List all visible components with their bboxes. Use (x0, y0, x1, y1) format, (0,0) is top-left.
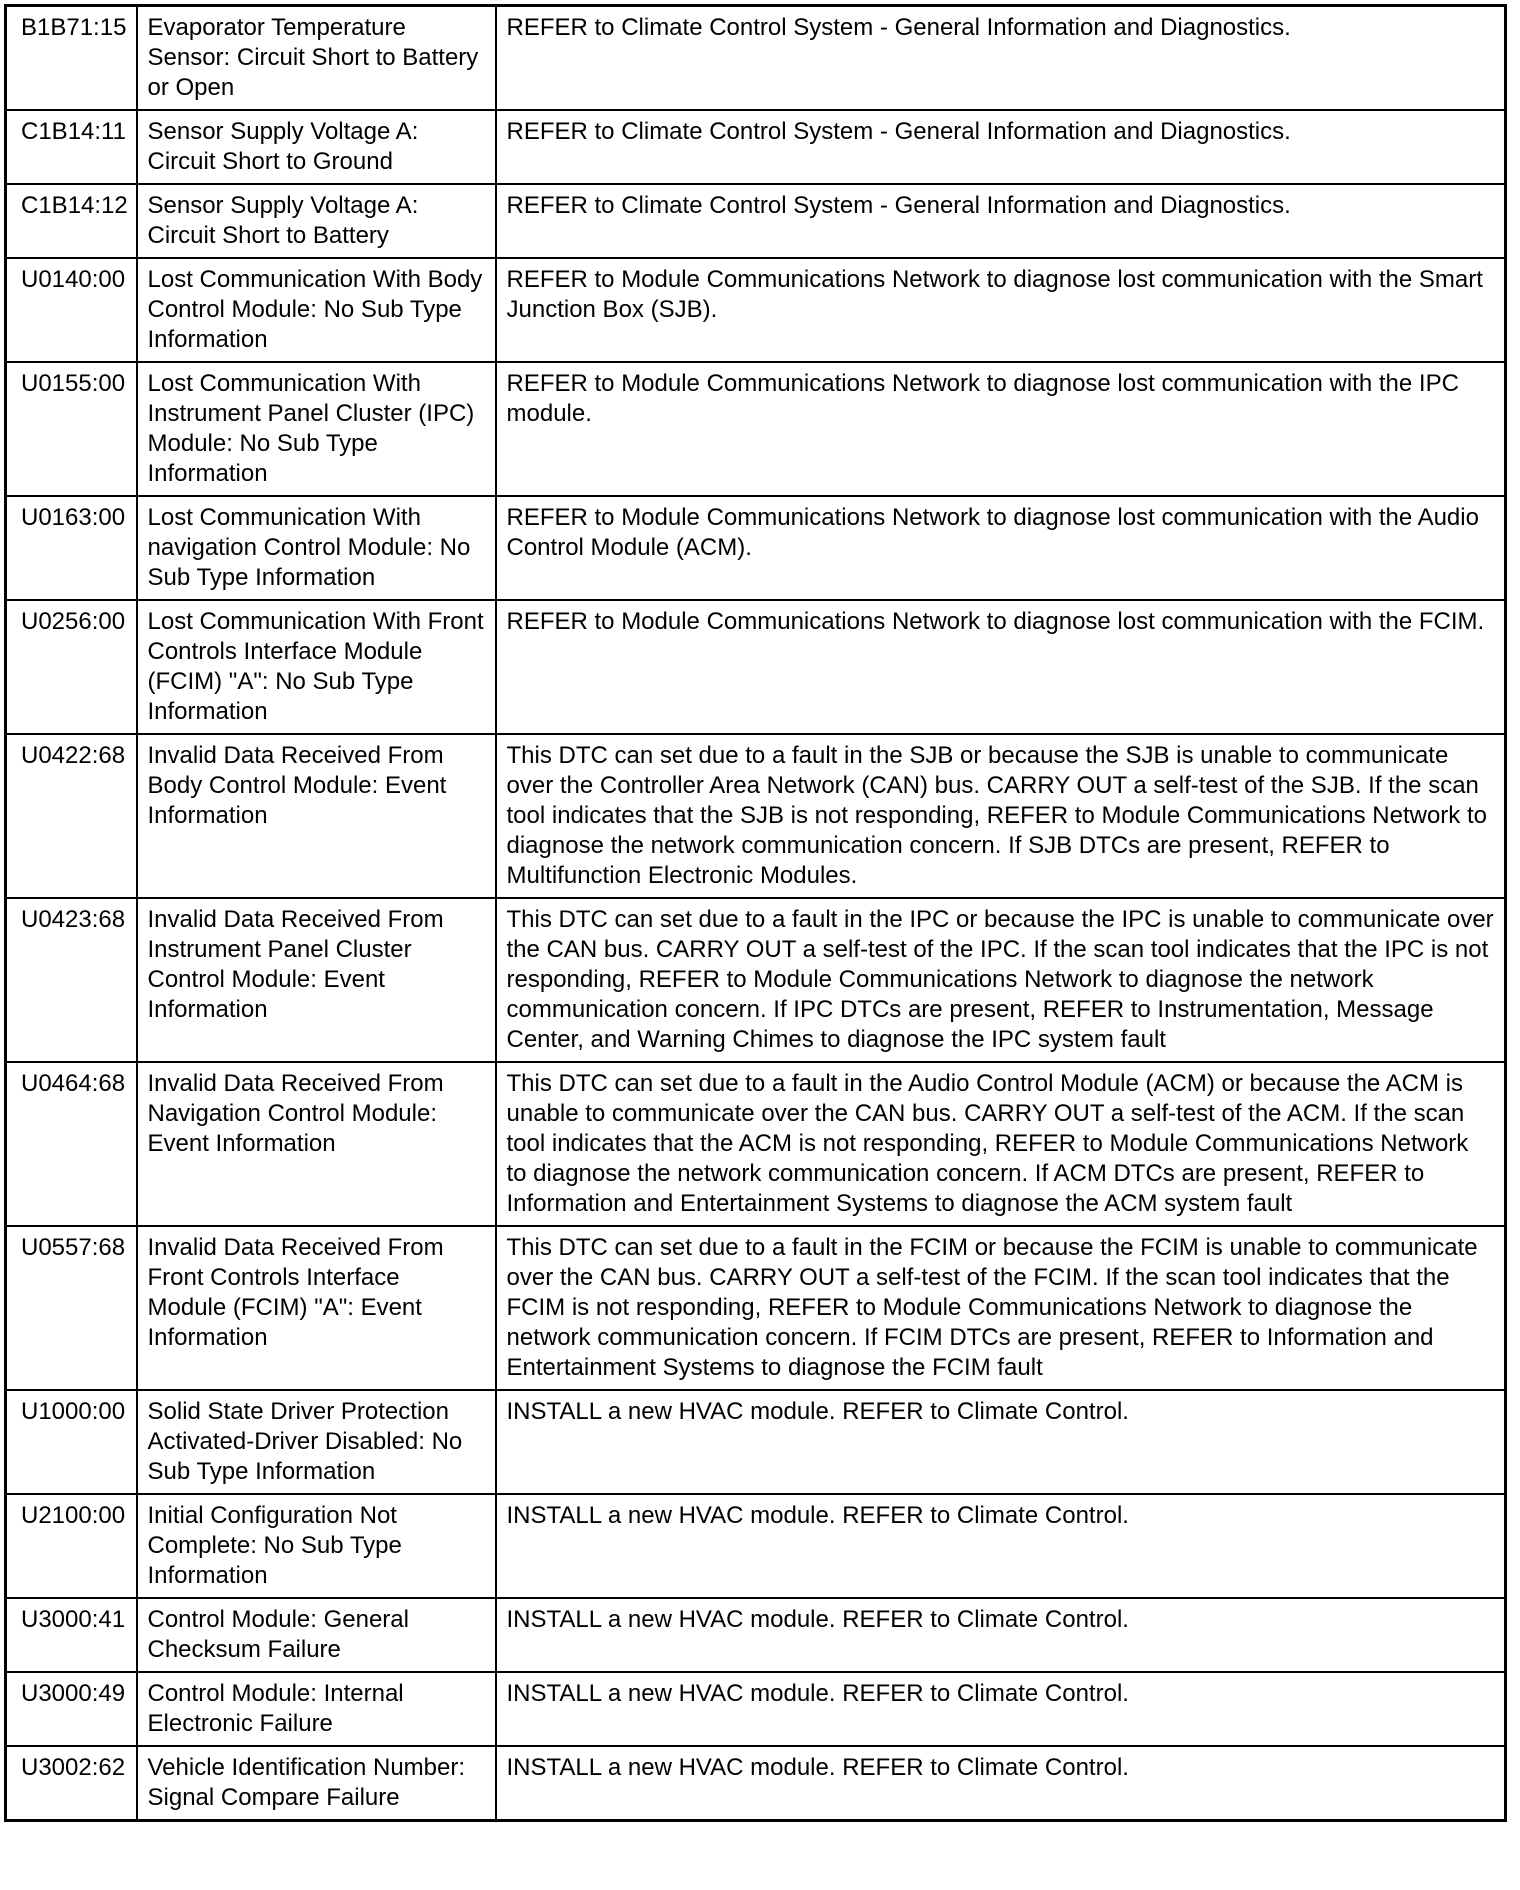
table-row (6, 1226, 1506, 1390)
dtc-code: U0140:00 (6, 258, 137, 362)
dtc-code: U3000:49 (6, 1672, 137, 1746)
dtc-action: REFER to Climate Control System - General Information and Diagnostics. (496, 110, 1506, 184)
dtc-action: This DTC can set due to a fault in the IPC or because the IPC is unable to communicate over the CAN bus. CARRY OUT a self-test of the IPC. If the scan tool indicates that the IPC is not responding, REFER to Module Communications Network to diagnose the network communication concern. If IPC DTCs are present, REFER to Instrumentation, Message Center, and Warning Chimes to diagnose the IPC system fault (496, 898, 1506, 1062)
table-row (6, 1494, 1506, 1598)
dtc-description: Invalid Data Received From Navigation Control Module: Event Information (137, 1062, 496, 1226)
table-row (6, 496, 1506, 600)
table-row (6, 1672, 1506, 1746)
dtc-code: B1B71:15 (6, 6, 137, 111)
dtc-code: U3002:62 (6, 1746, 137, 1821)
dtc-table (4, 4, 1507, 1822)
dtc-action: REFER to Module Communications Network to diagnose lost communication with the IPC module. (496, 362, 1506, 496)
dtc-action: INSTALL a new HVAC module. REFER to Climate Control. (496, 1598, 1506, 1672)
dtc-description: Lost Communication With Body Control Module: No Sub Type Information (137, 258, 496, 362)
dtc-action: This DTC can set due to a fault in the SJB or because the SJB is unable to communicate over the Controller Area Network (CAN) bus. CARRY OUT a self-test of the SJB. If the scan tool indicates that the SJB is not responding, REFER to Module Communications Network to diagnose the network communication concern. If SJB DTCs are present, REFER to Multifunction Electronic Modules. (496, 734, 1506, 898)
dtc-description: Sensor Supply Voltage A: Circuit Short to Ground (137, 110, 496, 184)
dtc-action: REFER to Climate Control System - General Information and Diagnostics. (496, 6, 1506, 111)
dtc-code: U0423:68 (6, 898, 137, 1062)
dtc-code: U0155:00 (6, 362, 137, 496)
dtc-action: This DTC can set due to a fault in the Audio Control Module (ACM) or because the ACM is unable to communicate over the CAN bus. CARRY OUT a self-test of the ACM. If the scan tool indicates that the ACM is not responding, REFER to Module Communications Network to diagnose the network communication concern. If ACM DTCs are present, REFER to Information and Entertainment Systems to diagnose the ACM system fault (496, 1062, 1506, 1226)
dtc-description: Sensor Supply Voltage A: Circuit Short to Battery (137, 184, 496, 258)
table-row (6, 1062, 1506, 1226)
table-row (6, 734, 1506, 898)
dtc-description: Lost Communication With Instrument Panel Cluster (IPC) Module: No Sub Type Information (137, 362, 496, 496)
dtc-description: Invalid Data Received From Front Controls Interface Module (FCIM) "A": Event Information (137, 1226, 496, 1390)
dtc-code: U1000:00 (6, 1390, 137, 1494)
table-row (6, 362, 1506, 496)
dtc-action: REFER to Module Communications Network to diagnose lost communication with the Smart Junction Box (SJB). (496, 258, 1506, 362)
dtc-description: Invalid Data Received From Body Control Module: Event Information (137, 734, 496, 898)
dtc-code: U0256:00 (6, 600, 137, 734)
table-row (6, 258, 1506, 362)
dtc-code: U2100:00 (6, 1494, 137, 1598)
table-row (6, 1390, 1506, 1494)
dtc-code: U0422:68 (6, 734, 137, 898)
dtc-code: U3000:41 (6, 1598, 137, 1672)
dtc-code: U0557:68 (6, 1226, 137, 1390)
dtc-code: U0464:68 (6, 1062, 137, 1226)
dtc-code: U0163:00 (6, 496, 137, 600)
table-row (6, 898, 1506, 1062)
dtc-action: INSTALL a new HVAC module. REFER to Climate Control. (496, 1672, 1506, 1746)
dtc-action: INSTALL a new HVAC module. REFER to Climate Control. (496, 1390, 1506, 1494)
dtc-description: Control Module: General Checksum Failure (137, 1598, 496, 1672)
dtc-description: Evaporator Temperature Sensor: Circuit Short to Battery or Open (137, 6, 496, 111)
dtc-description: Control Module: Internal Electronic Failure (137, 1672, 496, 1746)
dtc-action: INSTALL a new HVAC module. REFER to Climate Control. (496, 1494, 1506, 1598)
table-row (6, 6, 1506, 111)
dtc-description: Vehicle Identification Number: Signal Compare Failure (137, 1746, 496, 1821)
table-row (6, 600, 1506, 734)
dtc-action: REFER to Module Communications Network to diagnose lost communication with the Audio Control Module (ACM). (496, 496, 1506, 600)
dtc-table-body (6, 6, 1506, 1821)
dtc-document (4, 4, 1507, 1822)
dtc-action: REFER to Module Communications Network to diagnose lost communication with the FCIM. (496, 600, 1506, 734)
dtc-code: C1B14:12 (6, 184, 137, 258)
table-row (6, 1598, 1506, 1672)
dtc-description: Lost Communication With navigation Control Module: No Sub Type Information (137, 496, 496, 600)
dtc-code: C1B14:11 (6, 110, 137, 184)
dtc-description: Lost Communication With Front Controls Interface Module (FCIM) "A": No Sub Type Information (137, 600, 496, 734)
dtc-action: This DTC can set due to a fault in the FCIM or because the FCIM is unable to communicate over the CAN bus. CARRY OUT a self-test of the FCIM. If the scan tool indicates that the FCIM is not responding, REFER to Module Communications Network to diagnose the network communication concern. If FCIM DTCs are present, REFER to Information and Entertainment Systems to diagnose the FCIM fault (496, 1226, 1506, 1390)
dtc-action: INSTALL a new HVAC module. REFER to Climate Control. (496, 1746, 1506, 1821)
dtc-description: Invalid Data Received From Instrument Panel Cluster Control Module: Event Information (137, 898, 496, 1062)
table-row (6, 110, 1506, 184)
dtc-action: REFER to Climate Control System - General Information and Diagnostics. (496, 184, 1506, 258)
dtc-description: Initial Configuration Not Complete: No Sub Type Information (137, 1494, 496, 1598)
dtc-description: Solid State Driver Protection Activated-Driver Disabled: No Sub Type Information (137, 1390, 496, 1494)
table-row (6, 184, 1506, 258)
table-row (6, 1746, 1506, 1821)
